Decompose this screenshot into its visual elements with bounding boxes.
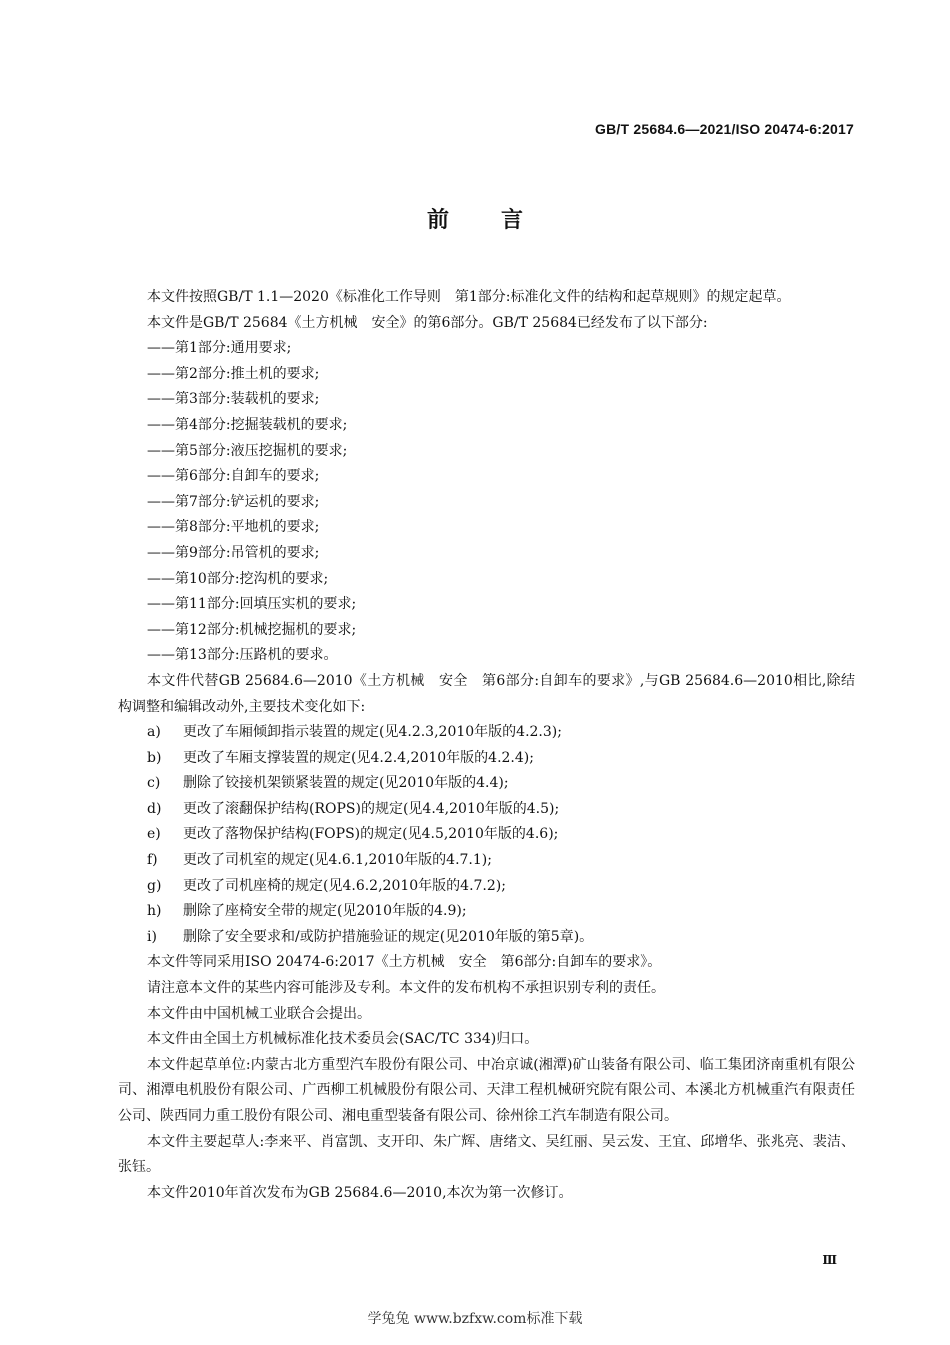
list-item bbox=[118, 771, 855, 797]
list-item: ——第8部分:平地机的要求; bbox=[147, 519, 320, 536]
item-text: 更改了落物保护结构(FOPS)的规定(见4.5,2010年版的4.6); bbox=[183, 826, 559, 843]
list-item: ——第1部分:通用要求; bbox=[147, 340, 292, 357]
paragraph-adoption: 本文件等同采用ISO 20474-6:2017《土方机械 安全 第6部分:自卸车的要求》。 bbox=[147, 954, 662, 971]
page-number: Ⅲ bbox=[822, 1253, 837, 1267]
paragraph-drafters: 本文件主要起草人:李来平、肖富凯、支开印、朱广辉、唐绪文、吴红丽、吴云发、王宜、邱增华、张兆亮、裴洁、张钰。 bbox=[118, 1133, 855, 1176]
item-text: 更改了车厢支撑装置的规定(见4.2.4,2010年版的4.2.4); bbox=[183, 749, 534, 766]
item-text: 删除了座椅安全带的规定(见2010年版的4.9); bbox=[183, 903, 467, 920]
item-label: i) bbox=[147, 928, 157, 945]
list-item bbox=[118, 874, 855, 900]
item-text: 更改了车厢倾卸指示装置的规定(见4.2.3,2010年版的4.2.3); bbox=[183, 724, 562, 741]
item-label: h) bbox=[147, 903, 162, 920]
paragraph-drafting-rules: 本文件按照GB/T 1.1—2020《标准化工作导则 第1部分:标准化文件的结构和起草规则》的规定起草。 bbox=[147, 289, 791, 305]
list-item: ——第2部分:推土机的要求; bbox=[147, 365, 320, 382]
list-item: ——第11部分:回填压实机的要求; bbox=[147, 596, 357, 613]
list-item bbox=[118, 797, 855, 823]
list-item bbox=[118, 720, 855, 746]
item-text: 更改了滚翻保护结构(ROPS)的规定(见4.4,2010年版的4.5); bbox=[183, 800, 560, 817]
item-label: d) bbox=[147, 800, 162, 817]
item-label: e) bbox=[147, 826, 161, 843]
list-item: ——第9部分:吊管机的要求; bbox=[147, 544, 320, 561]
item-label: g) bbox=[147, 877, 162, 894]
paragraph-patent-notice: 请注意本文件的某些内容可能涉及专利。本文件的发布机构不承担识别专利的责任。 bbox=[147, 980, 665, 997]
paragraph-committee: 本文件由全国土方机械标准化技术委员会(SAC/TC 334)归口。 bbox=[147, 1031, 539, 1048]
list-item: ——第4部分:挖掘装载机的要求; bbox=[147, 416, 348, 433]
list-item: ——第3部分:装载机的要求; bbox=[147, 391, 320, 408]
paragraph-series-intro: 本文件是GB/T 25684《土方机械 安全》的第6部分。GB/T 25684已经发布了以下部分: bbox=[147, 314, 708, 331]
foreword-body bbox=[118, 285, 855, 1206]
list-item bbox=[118, 899, 855, 925]
list-item: ——第10部分:挖沟机的要求; bbox=[147, 570, 329, 587]
list-item: ——第6部分:自卸车的要求; bbox=[147, 468, 320, 485]
item-label: a) bbox=[147, 724, 161, 741]
list-item bbox=[118, 848, 855, 874]
standard-number-header: GB/T 25684.6—2021/ISO 20474-6:2017 bbox=[595, 121, 854, 137]
paragraph-history: 本文件2010年首次发布为GB 25684.6—2010,本次为第一次修订。 bbox=[147, 1184, 573, 1201]
list-item: ——第5部分:液压挖掘机的要求; bbox=[147, 442, 348, 459]
parts-list bbox=[118, 336, 855, 669]
list-item bbox=[118, 822, 855, 848]
paragraph-drafting-units: 本文件起草单位:内蒙古北方重型汽车股份有限公司、中冶京诚(湘潭)矿山装备有限公司、临工集团济南重机有限公司、湘潭电机股份有限公司、广西柳工机械股份有限公司、天津工程机械研究院有限公司、本溪北方机械重汽有限责任公司、陕西同力重工股份有限公司、湘电重型装备有限公司、徐州徐工汽车制造有限公司。 bbox=[118, 1056, 855, 1124]
footer-watermark: 学兔兔 www.bzfxw.com标准下载 bbox=[367, 1311, 583, 1327]
item-label: c) bbox=[147, 775, 161, 792]
item-label: f) bbox=[147, 852, 158, 869]
item-text: 删除了安全要求和/或防护措施验证的规定(见2010年版的第5章)。 bbox=[183, 928, 594, 945]
paragraph-proposer: 本文件由中国机械工业联合会提出。 bbox=[147, 1005, 371, 1022]
paragraph-replacement: 本文件代替GB 25684.6—2010《土方机械 安全 第6部分:自卸车的要求》,与GB 25684.6—2010相比,除结构调整和编辑改动外,主要技术变化如下: bbox=[118, 672, 855, 715]
item-text: 删除了铰接机架锁紧装置的规定(见2010年版的4.4); bbox=[183, 775, 509, 792]
changes-list bbox=[118, 720, 855, 950]
list-item bbox=[118, 925, 855, 951]
page-title: 前言 bbox=[426, 208, 575, 233]
list-item bbox=[118, 746, 855, 772]
list-item: ——第12部分:机械挖掘机的要求; bbox=[147, 621, 357, 638]
item-text: 更改了司机座椅的规定(见4.6.2,2010年版的4.7.2); bbox=[183, 877, 506, 894]
item-text: 更改了司机室的规定(见4.6.1,2010年版的4.7.1); bbox=[183, 852, 492, 869]
list-item: ——第13部分:压路机的要求。 bbox=[147, 647, 338, 664]
item-label: b) bbox=[147, 749, 162, 766]
list-item: ——第7部分:铲运机的要求; bbox=[147, 493, 320, 510]
